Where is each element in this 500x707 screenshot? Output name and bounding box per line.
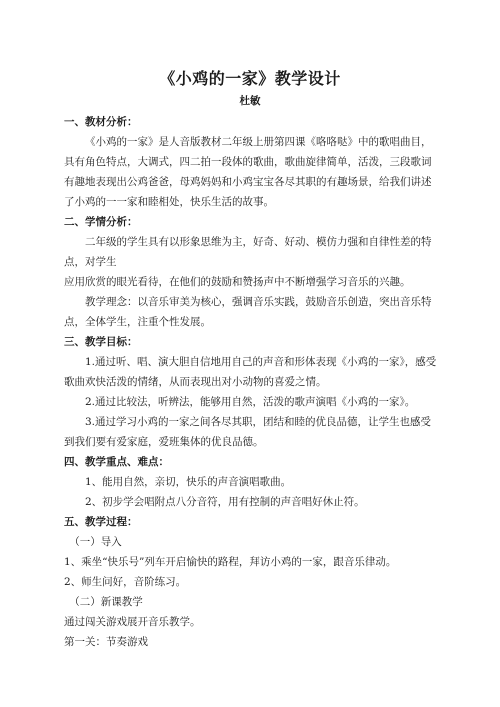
section-heading-key-points: 四、教学重点、难点： [64,456,169,468]
process-line-1: 1、乘坐“快乐号”列车开启愉快的路程，拜访小鸡的一家，跟音乐律动。 [64,556,397,568]
document-author: 杜敏 [239,95,261,107]
subsection-intro: （一）导入 [69,536,122,548]
section-heading-teaching-goals: 三、教学目标： [64,336,138,348]
key-point-1: 1、能用自然，亲切，快乐的声音演唱歌曲。 [85,476,292,488]
process-line-4: 第一关：节奏游戏 [64,636,148,648]
document-title: 《小鸡的一家》教学设计 [159,69,341,88]
goal-item-2: 2.通过比较法，听辨法，能够用自然，活泼的歌声演唱《小鸡的一家》。 [85,396,416,408]
process-line-2: 2、师生问好，音阶练习。 [64,576,187,588]
process-line-3: 通过闯关游戏展开音乐教学。 [64,616,201,628]
section-heading-teaching-process: 五、教学过程： [64,516,138,528]
paragraph-teaching-philosophy: 教学理念：以音乐审美为核心，强调音乐实践，鼓励音乐创造，突出音乐特点，全体学生，注重个性发展。 [64,296,432,328]
goal-item-1: 1.通过听、唱、演大胆自信地用自己的声音和形体表现《小鸡的一家》，感受歌曲欢快活泼的情绪，从而表现出对小动物的喜爱之情。 [64,356,437,388]
paragraph-student-analysis: 二年级的学生具有以形象思维为主，好奇、好动、模仿力强和自律性差的特点，对学生 [64,236,432,268]
subsection-new-lesson: （二）新课教学 [69,596,143,608]
paragraph-textbook-analysis: 《小鸡的一家》是人音版教材二年级上册第四课《咯咯哒》中的歌唱曲目，具有角色特点，大调式，四二拍一段体的歌曲，歌曲旋律简单，活泼，三段歌词有趣地表现出公鸡爸爸，母鸡妈妈和小鸡宝宝各尽其职的有趣场景，给我们讲述了小鸡的一一家和睦相处，快乐生活的故事。 [64,136,432,208]
document-body [64,112,440,652]
section-heading-textbook-analysis: 一、教材分析： [64,116,138,128]
paragraph-student-analysis-cont: 应用欣赏的眼光看待，在他们的鼓励和赞扬声中不断增强学习音乐的兴趣。 [64,276,411,288]
key-point-2: 2、初步学会唱附点八分音符，用有控制的声音唱好休止符。 [85,496,365,508]
goal-item-3: 3.通过学习小鸡的一家之间各尽其职，团结和睦的优良品德，让学生也感受到我们要有爱家庭，爱班集体的优良品德。 [64,416,432,448]
section-heading-student-analysis: 二、学情分析： [64,216,138,228]
